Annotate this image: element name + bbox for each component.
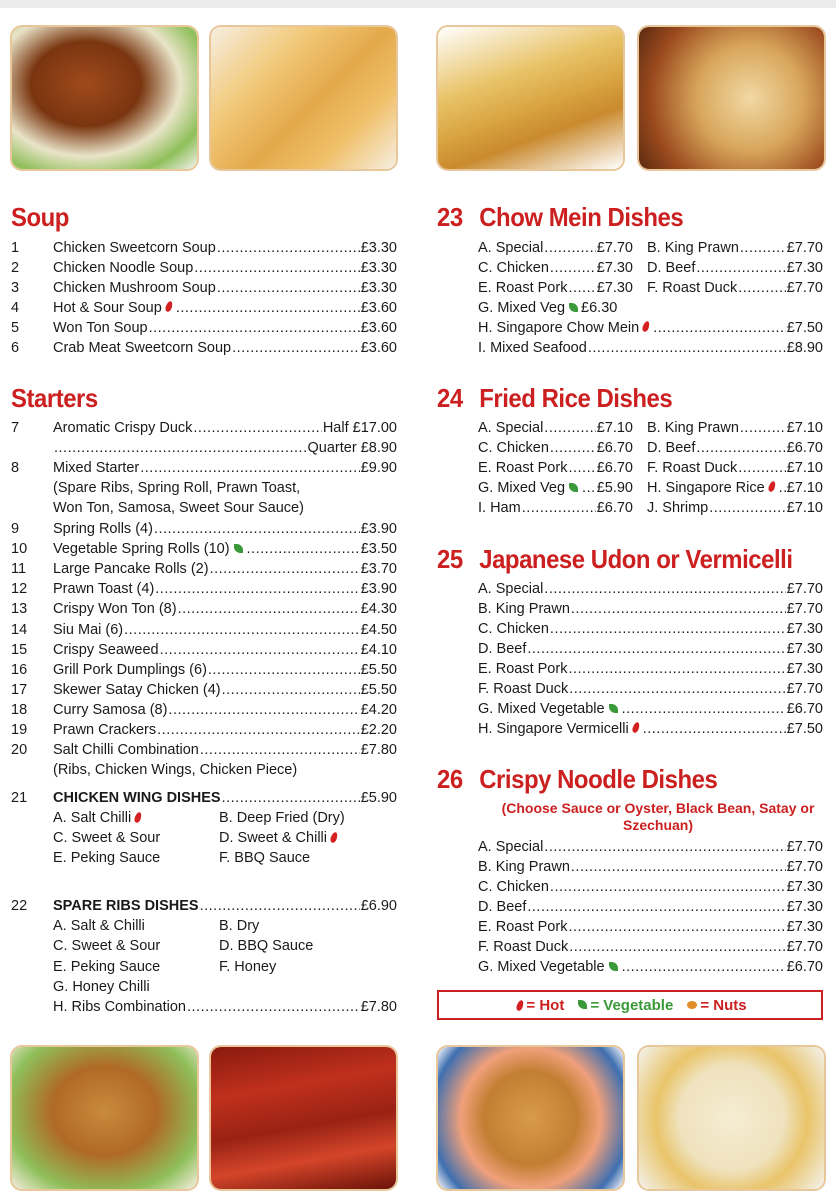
menu-item-starter: Grill Pork Dumplings (6) ..... £5.50 [53, 660, 397, 680]
menu-item-starter: Large Pancake Rolls (2) ..... £3.70 [53, 559, 397, 579]
menu-item-mixed-seafood: I. Mixed Seafood ..... £8.90 [478, 338, 823, 358]
leaf-icon [234, 544, 243, 553]
menu-item-mixed-starter: Mixed Starter ..... £9.90 [53, 458, 397, 478]
item-number: 14 [11, 621, 28, 638]
menu-item-chicken-wings: CHICKEN WING DISHES ..... £5.90 [53, 788, 397, 808]
leaf-icon [569, 303, 578, 312]
menu-item-crispy-noodle: D. Beef ..... £7.30 [478, 897, 823, 917]
menu-item-pair-right: H. Singapore Rice ..... £7.10 [647, 478, 823, 498]
menu-item-pair-left: A. Special ..... £7.10 [478, 418, 633, 438]
chili-icon [767, 480, 776, 492]
menu-item-crispy-noodle: B. King Prawn ..... £7.70 [478, 857, 823, 877]
item-number: 13 [11, 601, 28, 618]
photo-salt-chilli-combo [637, 25, 826, 171]
menu-item-pair-left: I. Ham ..... £6.70 [478, 498, 633, 518]
menu-item-udon: B. King Prawn ..... £7.70 [478, 599, 823, 619]
nut-icon [687, 1001, 697, 1009]
menu-item-pair-right: B. King Prawn ..... £7.70 [647, 238, 823, 258]
menu-item-starter: Skewer Satay Chicken (4) ..... £5.50 [53, 680, 397, 700]
udon-heading: 25 Japanese Udon or Vermicelli [437, 544, 793, 574]
item-number: 8 [11, 460, 20, 476]
chili-icon [164, 300, 173, 312]
leaf-icon [569, 483, 578, 492]
wing-option: A. Salt Chilli [53, 808, 144, 828]
photo-crispy-duck [10, 25, 199, 171]
menu-item-pair-right: F. Roast Duck ..... £7.70 [647, 278, 823, 298]
photo-chicken-wings [10, 1045, 199, 1191]
menu-item-soup: Crab Meat Sweetcorn Soup ..... £3.60 [53, 338, 397, 358]
menu-item-pair-right: B. King Prawn ..... £7.10 [647, 418, 823, 438]
menu-item-soup: Won Ton Soup ..... £3.60 [53, 318, 397, 338]
item-number: 19 [11, 722, 28, 738]
mixed-starter-desc: Won Ton, Samosa, Sweet Sour Sauce) [53, 500, 304, 516]
item-number: 22 [11, 898, 28, 914]
menu-item-chow-mixed-veg: G. Mixed Veg £6.30 [478, 300, 618, 316]
menu-item-soup: Chicken Mushroom Soup ..... £3.30 [53, 278, 397, 298]
menu-item-singapore-chow-mein: H. Singapore Chow Mein ..... £7.50 [478, 318, 823, 338]
menu-item-pair-right: F. Roast Duck ..... £7.10 [647, 458, 823, 478]
menu-item-udon: C. Chicken ..... £7.30 [478, 619, 823, 639]
menu-item-crispy-noodle: F. Roast Duck ..... £7.70 [478, 937, 823, 957]
wing-option: B. Deep Fried (Dry) [219, 810, 345, 826]
menu-item-crispy-noodle: C. Chicken ..... £7.30 [478, 877, 823, 897]
menu-item-aromatic-duck-quarter: ..... Quarter £8.90 [53, 438, 397, 458]
legend-box [437, 990, 823, 1020]
photo-satay-skewers [436, 25, 625, 171]
wing-option: C. Sweet & Sour [53, 830, 161, 846]
menu-item-starter: Prawn Toast (4) ..... £3.90 [53, 579, 397, 599]
top-band [0, 0, 836, 8]
chili-icon [631, 721, 640, 733]
chow-mein-heading: 23 Chow Mein Dishes [437, 202, 684, 232]
menu-item-pair-left: E. Roast Pork ..... £7.30 [478, 278, 633, 298]
menu-item-spare-ribs: SPARE RIBS DISHES ..... £6.90 [53, 896, 397, 916]
menu-item-pair-left: C. Chicken ..... £7.30 [478, 258, 633, 278]
item-number: 4 [11, 300, 20, 316]
soup-heading: Soup [11, 202, 69, 232]
wing-option: F. BBQ Sauce [219, 850, 311, 866]
leaf-icon [578, 1000, 587, 1009]
menu-item-crispy-noodle: G. Mixed Vegetable ..... £6.70 [478, 957, 823, 977]
ribs-option: E. Peking Sauce [53, 959, 161, 975]
ribs-option: F. Honey [219, 959, 277, 975]
menu-item-pair-left: E. Roast Pork ..... £6.70 [478, 458, 633, 478]
menu-item-starter: Salt Chilli Combination ..... £7.80 [53, 740, 397, 760]
ribs-option: C. Sweet & Sour [53, 938, 161, 954]
menu-item-pair-left: G. Mixed Veg ..... £5.90 [478, 478, 633, 498]
ribs-option: G. Honey Chilli [53, 979, 150, 995]
menu-item-udon: H. Singapore Vermicelli ..... £7.50 [478, 719, 823, 739]
menu-item-soup: Hot & Sour Soup ..... £3.60 [53, 298, 397, 318]
legend-nuts: = Nuts [700, 996, 747, 1014]
menu-item-starter: Spring Rolls (4) ..... £3.90 [53, 519, 397, 539]
chili-icon [329, 831, 338, 843]
crispy-noodle-heading: 26 Crispy Noodle Dishes [437, 764, 718, 794]
leaf-icon [609, 962, 618, 971]
menu-item-starter: Prawn Crackers ..... £2.20 [53, 720, 397, 740]
photo-prawn-toast [209, 25, 398, 171]
item-number: 5 [11, 320, 20, 336]
item-number: 12 [11, 581, 28, 598]
fried-rice-heading: 24 Fried Rice Dishes [437, 383, 673, 413]
menu-item-udon: D. Beef ..... £7.30 [478, 639, 823, 659]
item-number: 10 [11, 541, 28, 558]
menu-item-udon: A. Special ..... £7.70 [478, 579, 823, 599]
item-number: 1 [11, 240, 20, 256]
menu-item-ribs-combination: H. Ribs Combination ..... £7.80 [53, 997, 397, 1017]
wing-option: D. Sweet & Chilli [219, 828, 340, 848]
menu-item-udon: G. Mixed Vegetable ..... £6.70 [478, 699, 823, 719]
menu-item-starter: Curry Samosa (8) ..... £4.20 [53, 700, 397, 720]
combo-desc: (Ribs, Chicken Wings, Chicken Piece) [53, 762, 298, 778]
ribs-option: B. Dry [219, 918, 260, 934]
mixed-starter-desc: (Spare Ribs, Spring Roll, Prawn Toast, [53, 480, 301, 496]
ribs-option: A. Salt & Chilli [53, 918, 145, 934]
legend-veg: = Vegetable [590, 996, 674, 1014]
menu-item-pair-right: J. Shrimp ..... £7.10 [647, 498, 823, 518]
item-number: 11 [11, 561, 27, 578]
menu-item-starter: Crispy Seaweed ..... £4.10 [53, 640, 397, 660]
menu-item-aromatic-duck: Aromatic Crispy Duck ..... Half £17.00 [53, 418, 397, 438]
ribs-option: D. BBQ Sauce [219, 938, 314, 954]
item-number: 2 [11, 260, 20, 276]
menu-item-pair-left: A. Special ..... £7.70 [478, 238, 633, 258]
item-number: 18 [11, 701, 28, 718]
item-number: 3 [11, 280, 20, 296]
starters-heading: Starters [11, 383, 98, 413]
menu-item-starter: Crispy Won Ton (8) ..... £4.30 [53, 599, 397, 619]
menu-item-crispy-noodle: A. Special ..... £7.70 [478, 837, 823, 857]
item-number: 15 [11, 641, 28, 658]
menu-item-pair-right: D. Beef ..... £6.70 [647, 438, 823, 458]
item-number: 6 [11, 340, 20, 356]
legend-hot: = Hot [526, 996, 565, 1014]
leaf-icon [609, 704, 618, 713]
menu-item-crispy-noodle: E. Roast Pork ..... £7.30 [478, 917, 823, 937]
menu-item-pair-right: D. Beef ..... £7.30 [647, 258, 823, 278]
menu-item-udon: F. Roast Duck ..... £7.70 [478, 679, 823, 699]
item-number: 20 [11, 742, 28, 759]
menu-item-starter: Vegetable Spring Rolls (10) ..... £3.50 [53, 539, 397, 559]
chili-icon [642, 320, 651, 332]
item-number: 16 [11, 661, 28, 678]
menu-item-starter: Siu Mai (6) ..... £4.50 [53, 620, 397, 640]
item-number: 9 [11, 521, 20, 537]
menu-item-pair-left: C. Chicken ..... £6.70 [478, 438, 633, 458]
menu-item-udon: E. Roast Pork ..... £7.30 [478, 659, 823, 679]
photo-spare-ribs [209, 1045, 398, 1191]
photo-fried-rice [637, 1045, 826, 1191]
chili-icon [516, 999, 525, 1011]
item-number: 17 [11, 681, 28, 698]
menu-item-soup: Chicken Noodle Soup ..... £3.30 [53, 258, 397, 278]
wing-option: E. Peking Sauce [53, 850, 161, 866]
chili-icon [133, 811, 142, 823]
crispy-noodle-subtitle: (Choose Sauce or Oyster, Black Bean, Satay or Szechuan) [501, 800, 815, 833]
item-number: 21 [11, 790, 28, 806]
photo-chow-mein [436, 1045, 625, 1191]
item-number: 7 [11, 420, 20, 436]
menu-item-soup: Chicken Sweetcorn Soup ..... £3.30 [53, 238, 397, 258]
